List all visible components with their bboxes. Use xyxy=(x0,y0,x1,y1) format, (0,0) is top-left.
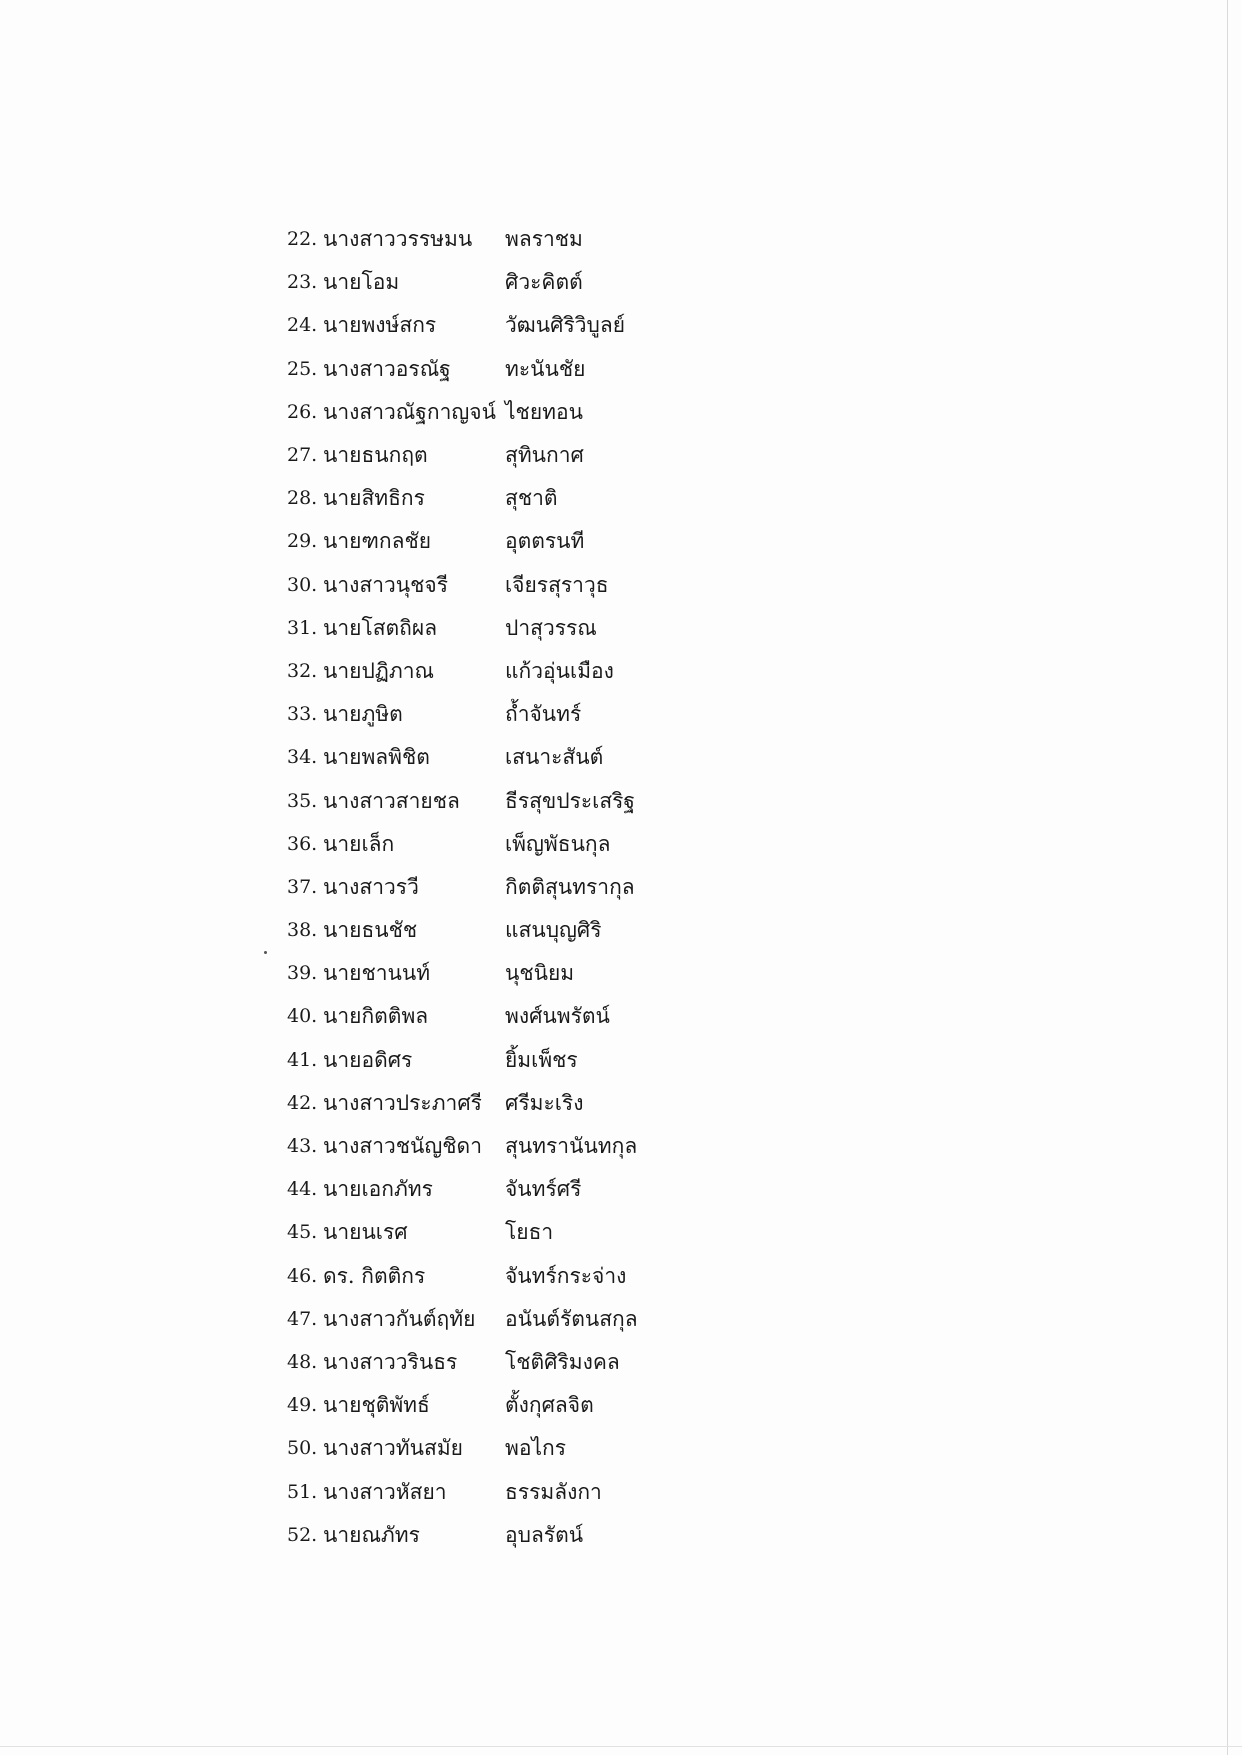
entry-given-name: นายกิตติพล xyxy=(323,1004,429,1029)
entry-number: 43. xyxy=(287,1135,318,1158)
list-item xyxy=(287,348,638,391)
entry-given-name: นายอดิศร xyxy=(323,1047,413,1072)
list-item xyxy=(287,1427,638,1470)
list-item xyxy=(287,1384,638,1427)
entry-surname: จันทร์กระจ่าง xyxy=(505,1263,627,1288)
entry-given-name: นางสาวหัสยา xyxy=(323,1479,447,1504)
entry-given-name: นายเอกภัทร xyxy=(323,1177,433,1202)
entry-surname: โชติศิริมงคล xyxy=(505,1349,620,1374)
entry-number: 51. xyxy=(287,1480,318,1503)
entry-given-name: นางสาวรวี xyxy=(323,874,419,899)
entry-number: 33. xyxy=(287,703,318,726)
entry-number: 41. xyxy=(287,1048,318,1071)
list-item xyxy=(287,304,638,347)
entry-surname: เพ็ญพัธนกุล xyxy=(505,831,611,856)
list-item xyxy=(287,1255,638,1298)
entry-given-name: นายธนชัช xyxy=(323,918,418,943)
list-item xyxy=(287,866,638,909)
entry-number: 28. xyxy=(287,487,318,510)
list-item xyxy=(287,995,638,1038)
entry-surname: ปาสุวรรณ xyxy=(505,615,597,640)
entry-number: 39. xyxy=(287,962,318,985)
entry-number: 37. xyxy=(287,875,318,898)
entry-given-name: นางสาวทันสมัย xyxy=(323,1436,463,1461)
page-edge-line xyxy=(1227,0,1228,1755)
list-item xyxy=(287,1168,638,1211)
entry-surname: ยิ้มเพ็ชร xyxy=(505,1047,578,1072)
entry-number: 52. xyxy=(287,1523,318,1546)
list-item xyxy=(287,1082,638,1125)
entry-given-name: นางสาววรินธร xyxy=(323,1349,458,1374)
entry-surname: อนันต์รัตนสกุล xyxy=(505,1306,638,1331)
list-item xyxy=(287,650,638,693)
entry-given-name: นางสาวนุชจรี xyxy=(323,572,448,597)
entry-given-name: นางสาวณัฐกาญจน์ xyxy=(323,399,496,424)
entry-number: 27. xyxy=(287,444,318,467)
entry-surname: พลราชม xyxy=(505,227,583,252)
entry-given-name: นางสาววรรษมน xyxy=(323,227,473,252)
name-list xyxy=(287,218,638,1557)
entry-given-name: นายฑกลชัย xyxy=(323,529,432,554)
entry-surname: พอไกร xyxy=(505,1436,567,1461)
entry-surname: ศรีมะเริง xyxy=(505,1090,584,1115)
entry-number: 36. xyxy=(287,832,318,855)
entry-number: 50. xyxy=(287,1437,318,1460)
entry-given-name: นายชานนท์ xyxy=(323,961,431,986)
list-item xyxy=(287,1211,638,1254)
entry-given-name: นางสาวอรณัฐ xyxy=(323,356,451,381)
entry-given-name: นายสิทธิกร xyxy=(323,486,425,511)
entry-given-name: นายภูษิต xyxy=(323,702,403,727)
list-item xyxy=(287,1470,638,1513)
entry-given-name: นายณภัทร xyxy=(323,1522,420,1547)
entry-number: 32. xyxy=(287,659,318,682)
entry-surname: นุชนิยม xyxy=(505,961,575,986)
entry-given-name: ดร. กิตติกร xyxy=(323,1263,426,1288)
scan-speck xyxy=(264,951,267,954)
list-item xyxy=(287,1298,638,1341)
entry-number: 24. xyxy=(287,314,318,337)
entry-surname: สุนทรานันทกุล xyxy=(505,1134,638,1159)
entry-given-name: นายโสตถิผล xyxy=(323,615,438,640)
entry-surname: ตั้งกุศลจิต xyxy=(505,1393,594,1418)
entry-surname: เจียรสุราวุธ xyxy=(505,572,609,597)
entry-surname: อุตตรนที xyxy=(505,529,585,554)
entry-surname: สุชาติ xyxy=(505,486,558,511)
entry-given-name: นายนเรศ xyxy=(323,1220,408,1245)
entry-given-name: นายพงษ์สกร xyxy=(323,313,437,338)
entry-number: 35. xyxy=(287,789,318,812)
entry-number: 44. xyxy=(287,1178,318,1201)
entry-number: 31. xyxy=(287,616,318,639)
entry-number: 42. xyxy=(287,1091,318,1114)
list-item xyxy=(287,1125,638,1168)
entry-number: 46. xyxy=(287,1264,318,1287)
list-item xyxy=(287,1341,638,1384)
entry-surname: พงศ์นพรัตน์ xyxy=(505,1004,610,1029)
entry-surname: ธรรมลังกา xyxy=(505,1479,602,1504)
list-item xyxy=(287,909,638,952)
entry-surname: กิตติสุนทรากุล xyxy=(505,874,635,899)
entry-surname: ไชยทอน xyxy=(505,399,583,424)
list-item xyxy=(287,693,638,736)
list-item xyxy=(287,1039,638,1082)
entry-number: 38. xyxy=(287,919,318,942)
entry-number: 45. xyxy=(287,1221,318,1244)
entry-given-name: นายธนกฤต xyxy=(323,443,428,468)
entry-surname: ธีรสุขประเสริฐ xyxy=(505,788,636,813)
list-item xyxy=(287,261,638,304)
entry-number: 26. xyxy=(287,400,318,423)
entry-number: 22. xyxy=(287,228,318,251)
entry-given-name: นายชุติพัทธ์ xyxy=(323,1393,430,1418)
entry-surname: โยธา xyxy=(505,1220,554,1245)
entry-given-name: นายปฏิภาณ xyxy=(323,658,434,683)
entry-surname: อุบลรัตน์ xyxy=(505,1522,584,1547)
entry-number: 23. xyxy=(287,271,318,294)
list-item xyxy=(287,823,638,866)
entry-given-name: นางสาวชนัญชิดา xyxy=(323,1134,482,1159)
page-bottom-line xyxy=(0,1746,1242,1747)
entry-surname: ทะนันชัย xyxy=(505,356,586,381)
entry-number: 40. xyxy=(287,1005,318,1028)
list-item xyxy=(287,736,638,779)
list-item xyxy=(287,952,638,995)
list-item xyxy=(287,434,638,477)
entry-surname: ศิวะคิตต์ xyxy=(505,270,583,295)
entry-given-name: นางสาวประภาศรี xyxy=(323,1090,482,1115)
entry-number: 29. xyxy=(287,530,318,553)
entry-given-name: นายพลพิชิต xyxy=(323,745,430,770)
list-item xyxy=(287,564,638,607)
entry-surname: วัฒนศิริวิบูลย์ xyxy=(505,313,626,338)
list-item xyxy=(287,218,638,261)
entry-given-name: นายเล็ก xyxy=(323,831,395,856)
entry-number: 30. xyxy=(287,573,318,596)
entry-given-name: นางสาวสายชล xyxy=(323,788,460,813)
list-item xyxy=(287,520,638,563)
entry-given-name: นายโอม xyxy=(323,270,400,295)
entry-surname: จันทร์ศรี xyxy=(505,1177,582,1202)
entry-surname: แสนบุญศิริ xyxy=(505,918,602,943)
entry-surname: ถ้ำจันทร์ xyxy=(505,702,582,727)
entry-number: 48. xyxy=(287,1350,318,1373)
list-item xyxy=(287,1514,638,1557)
entry-number: 47. xyxy=(287,1307,318,1330)
entry-surname: แก้วอุ่นเมือง xyxy=(505,658,614,683)
entry-surname: สุทินกาศ xyxy=(505,443,584,468)
entry-given-name: นางสาวกันต์ฤทัย xyxy=(323,1306,476,1331)
list-item xyxy=(287,779,638,822)
entry-number: 34. xyxy=(287,746,318,769)
entry-number: 25. xyxy=(287,357,318,380)
entry-surname: เสนาะสันต์ xyxy=(505,745,604,770)
entry-number: 49. xyxy=(287,1394,318,1417)
list-item xyxy=(287,391,638,434)
list-item xyxy=(287,477,638,520)
list-item xyxy=(287,607,638,650)
